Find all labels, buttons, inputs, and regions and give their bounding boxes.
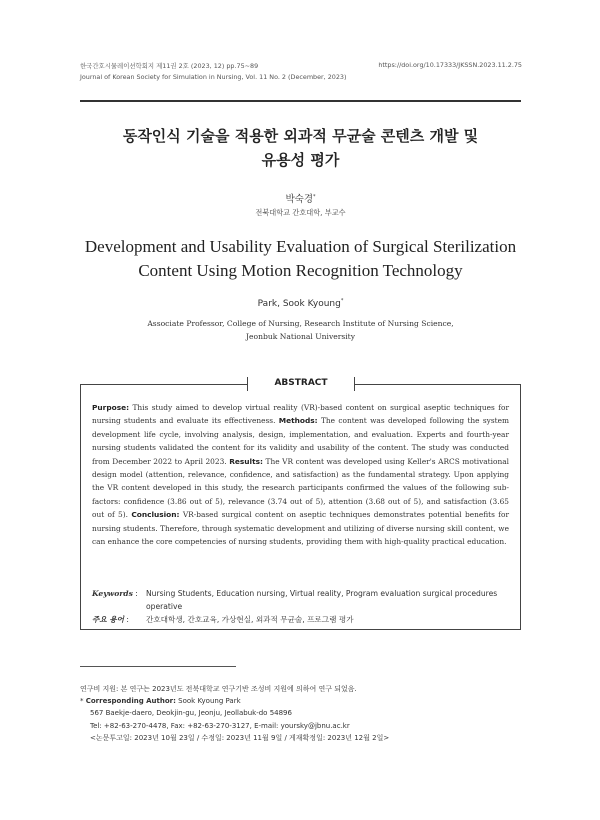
- title-korean: [80, 124, 521, 172]
- conclusion-label: Conclusion:: [131, 510, 180, 520]
- abstract-body: [92, 401, 509, 548]
- abstract-top-rule-left: [80, 384, 247, 385]
- results-label: Results:: [229, 456, 263, 466]
- footnote-rule: [80, 666, 236, 667]
- title-english: [80, 235, 521, 283]
- keywords-english-row: [92, 587, 512, 613]
- header-rule: [80, 100, 521, 102]
- affiliation-korean: 전북대학교 간호대학, 부교수: [255, 208, 346, 217]
- author-korean: [80, 191, 521, 205]
- keywords-block: [92, 587, 512, 626]
- affiliation-english: [80, 317, 521, 343]
- journal-header-kr: 한국간호시뮬레이션학회지 제11권 2호 (2023, 12) pp.75~89: [80, 62, 259, 70]
- affiliation-english-line1: Associate Professor, College of Nursing, Research Institute of Nursing Science,: [147, 319, 454, 328]
- keywords-korean-label: 주요 용어: [92, 615, 124, 624]
- abstract-top-rule-right: [355, 384, 521, 385]
- author-contact: Tel: +82-63-270-4478, Fax: +82-63-270-3127, E-mail: yoursky@jbnu.ac.kr: [90, 721, 350, 730]
- corresponding-author: [80, 695, 521, 707]
- journal-header-en: Journal of Korean Society for Simulation in Nursing, Vol. 11 No. 2 (December, 2023): [80, 73, 347, 81]
- keywords-english-label: Keywords: [92, 589, 133, 598]
- keywords-korean-sep: :: [126, 615, 129, 624]
- methods-label: Methods:: [278, 416, 318, 426]
- author-korean-name: 박숙경: [285, 194, 314, 205]
- keywords-english-sep: :: [135, 589, 138, 598]
- keywords-korean-row: [92, 613, 512, 626]
- keywords-english: Nursing Students, Education nursing, Virtual reality, Program evaluation surgical procedures operative: [146, 589, 498, 611]
- submission-dates: <논문투고일: 2023년 10월 23일 / 수정일: 2023년 11월 9일 / 게재확정일: 2023년 12월 2일>: [90, 733, 390, 742]
- author-korean-mark: *: [313, 193, 316, 200]
- abstract-heading: ABSTRACT: [274, 378, 328, 388]
- conclusion-text: VR-based surgical content on aseptic techniques demonstrates potential benefits for nursing students. Therefore, through systematic development and utilizing of diverse nursing skill content, we can enhance the core competencies of nursing students, providing them with high-quality practical education.: [92, 510, 509, 547]
- corresponding-name: Sook Kyoung Park: [175, 697, 241, 706]
- keywords-korean: 간호대학생, 간호교육, 가상현실, 외과적 무균술, 프로그램 평가: [146, 615, 354, 624]
- corresponding-mark: *: [80, 697, 84, 706]
- purpose-text: This study aimed to develop virtual reality (VR)-based content on surgical aseptic techniques for nursing students and evaluate its effectiveness.: [92, 403, 509, 426]
- author-english-mark: *: [340, 298, 344, 304]
- methods-text: The content was developed following the system development life cycle, involving analysis, design, implementation, and evaluation. Experts and fourth-year nursing students validated the content for its validity and usability of the content. The study was conducted from December 2022 to April 2023.: [92, 416, 509, 466]
- title-korean-line1: 동작인식 기술을 적용한 외과적 무균술 콘텐츠 개발 및: [122, 127, 479, 145]
- author-address: 567 Baekje-daero, Deokjin-gu, Jeonju, Jeollabuk-do 54896: [90, 709, 292, 718]
- title-korean-line2: 유용성 평가: [261, 151, 340, 169]
- funding-note: 연구비 지원: 본 연구는 2023년도 전북대학교 연구기반 조성비 지원에 의하여 연구 되었음.: [80, 685, 357, 693]
- title-english-line2: Content Using Motion Recognition Technology: [138, 261, 463, 280]
- author-english: [80, 298, 521, 309]
- corresponding-label: Corresponding Author:: [85, 697, 176, 706]
- doi-link[interactable]: https://doi.org/10.17333/JKSSN.2023.11.2.75: [378, 61, 522, 69]
- affiliation-english-line2: Jeonbuk National University: [245, 332, 356, 341]
- results-text: The VR content was developed using Keller's ARCS motivational design model (attention, relevance, confidence, and satisfaction) as the fundamental strategy. Upon applying the VR content developed in this study, the research participants confirmed the values of the following sub-factors: confidence (3.86 out of 5), relevance (3.74 out of 5), attention (3.68 out of 5), and satisfaction (3.65 out of 5).: [92, 456, 509, 520]
- footnotes: [80, 683, 521, 744]
- abstract-label-bar-right: [354, 377, 355, 391]
- title-english-line1: Development and Usability Evaluation of Surgical Sterilization: [84, 237, 517, 256]
- purpose-label: Purpose:: [92, 403, 130, 412]
- author-english-name: Park, Sook Kyoung: [257, 299, 341, 309]
